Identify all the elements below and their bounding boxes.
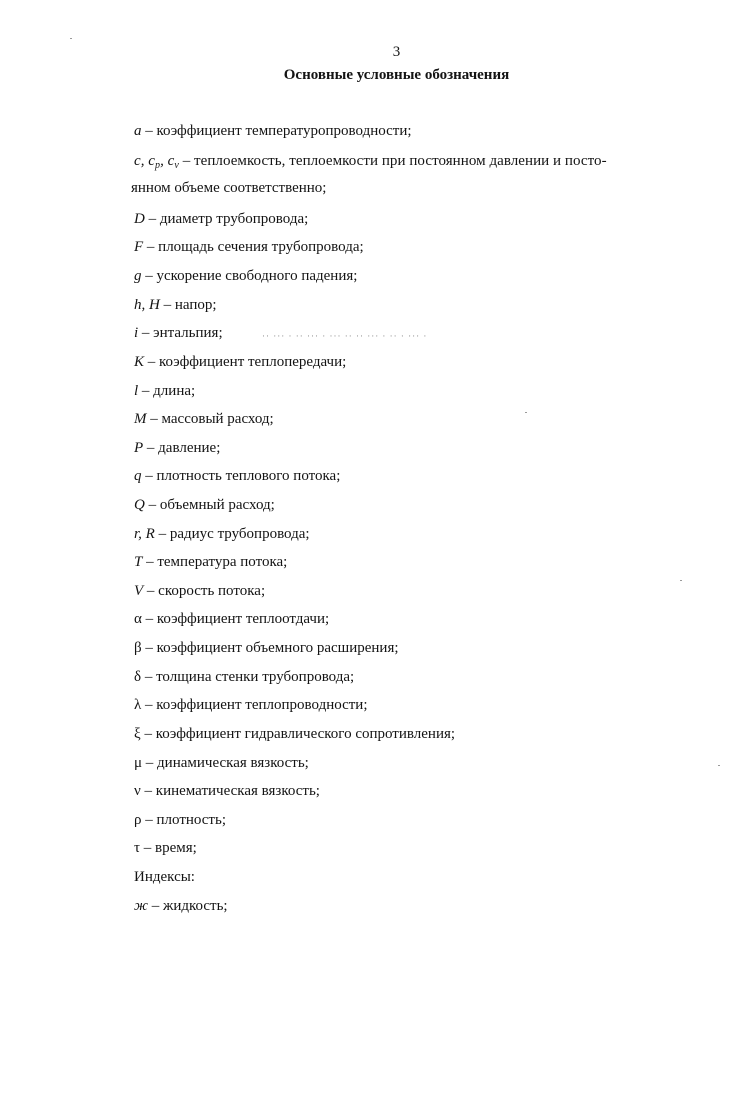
scan-speck <box>718 765 720 766</box>
notation-entry-delta: δ – толщина стенки трубопровода; <box>134 669 355 685</box>
indices-heading: Индексы: <box>134 869 195 885</box>
notation-entry-Q: Q – объемный расход; <box>134 497 275 513</box>
notation-entry-xi: ξ – коэффициент гидравлического сопротивления; <box>134 726 456 742</box>
notation-entry-c: c, $c_p$, $c_v$ – теплоемкость, теплоемкости при постоянном давлении и посто- янном объеме соответственно; <box>131 153 607 196</box>
scan-speck <box>525 412 527 413</box>
scan-speck <box>70 38 72 39</box>
notation-entry-V: V – скорость потока; <box>134 583 266 599</box>
notation-entry-q: q – плотность теплового потока; <box>134 468 341 484</box>
notation-entry-F: F – площадь сечения трубопровода; <box>134 239 364 255</box>
notation-entry-D: D – диаметр трубопровода; <box>134 211 309 227</box>
page-title: Основные условные обозначения <box>283 67 510 83</box>
scan-speck <box>680 580 682 581</box>
notation-entry-T: T – температура потока; <box>134 554 288 570</box>
notation-entry-K: K – коэффициент теплопередачи; <box>134 354 347 370</box>
notation-entry-r: r, R – радиус трубопровода; <box>134 526 310 542</box>
notation-entry-lambda: λ – коэффициент теплопроводности; <box>134 697 368 713</box>
notation-entry-a: a – коэффициент температуропроводности; <box>134 123 412 139</box>
notation-entry-alpha: α – коэффициент теплоотдачи; <box>134 611 330 627</box>
notation-entry-nu: ν – кинематическая вязкость; <box>134 783 320 799</box>
page-number: 3 <box>392 44 401 60</box>
notation-entry-g: g – ускорение свободного падения; <box>134 268 358 284</box>
notation-entry-mu: μ – динамическая вязкость; <box>134 755 309 771</box>
notation-entry-M: M – массовый расход; <box>134 411 274 427</box>
notation-entry-P: P – давление; <box>134 440 221 456</box>
scan-noise: ·· ··· · ·· ··· · ··· ·· ·· ··· · ·· · ··· · <box>262 331 428 341</box>
notation-entry-rho: ρ – плотность; <box>134 812 226 828</box>
notation-entry-beta: β – коэффициент объемного расширения; <box>134 640 399 656</box>
notation-entry-h: h, H – напор; <box>134 297 217 313</box>
notation-entry-i: i – энтальпия; <box>134 325 223 341</box>
notation-entry-tau: τ – время; <box>134 840 197 856</box>
notation-entry-zh: ж – жидкость; <box>134 898 228 914</box>
notation-entry-l: l – длина; <box>134 383 196 399</box>
